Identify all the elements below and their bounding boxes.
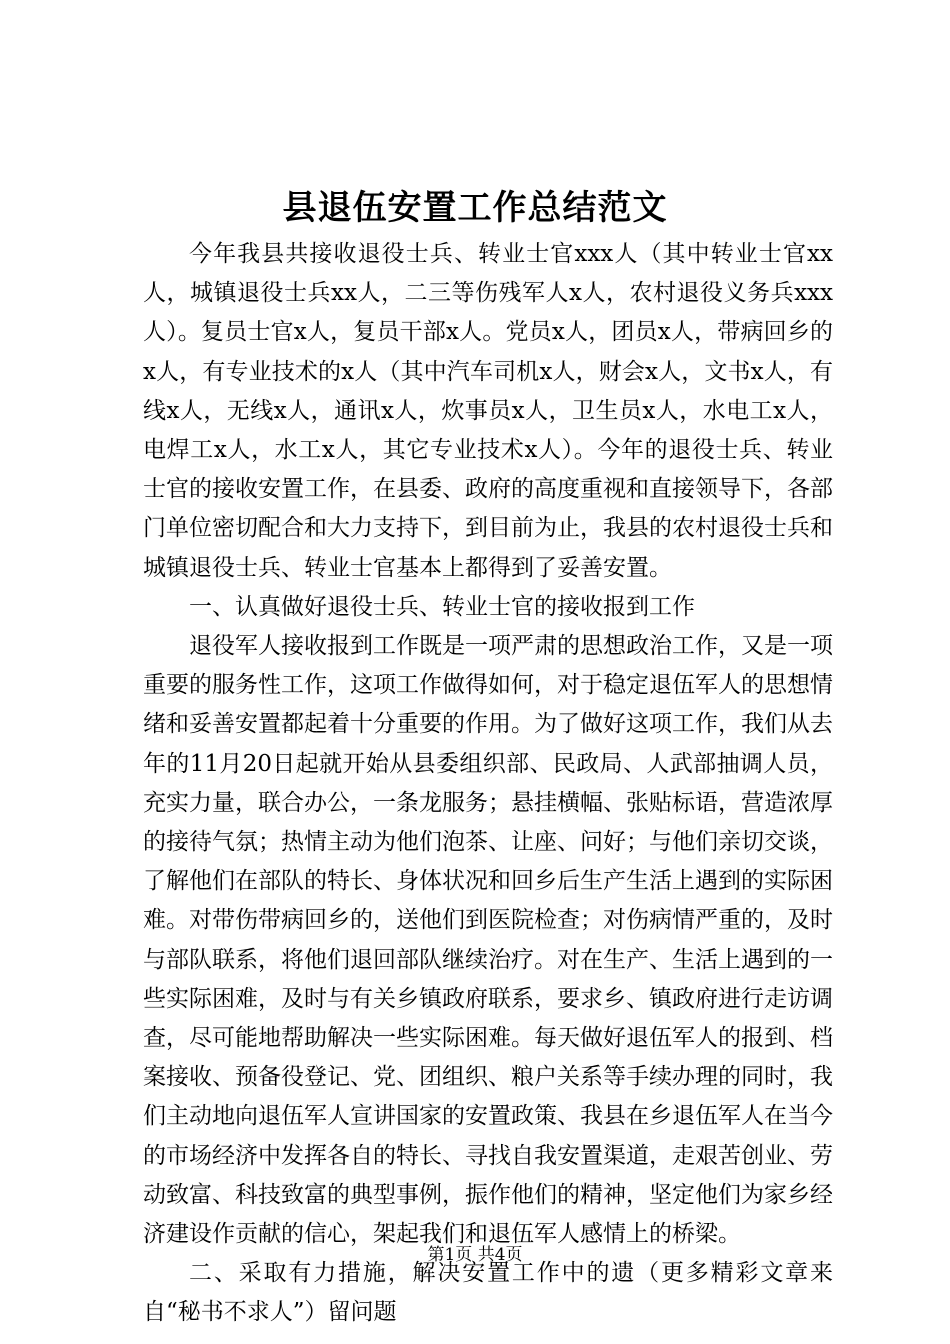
paragraph-section-1: 退役军人接收报到工作既是一项严肃的思想政治工作，又是一项重要的服务性工作，这项工作做得如何，对于稳定退伍军人的思想情绪和妥善安置都起着十分重要的作用。为了做好这项工作，我们从去年的11月20日起就开始从县委组织部、民政局、人武部抽调人员，充实力量，联合办公，一条龙服务；悬挂横幅、张贴标语，营造浓厚的接待气氛；热情主动为他们泡茶、让座、问好；与他们亲切交谈，了解他们在部队的特长、身体状况和回乡后生产生活上遇到的实际困难。对带伤带病回乡的，送他们到医院检查；对伤病情严重的，及时与部队联系，将他们退回部队继续治疗。对在生产、生活上遇到的一些实际困难，及时与有关乡镇政府联系，要求乡、镇政府进行走访调查，尽可能地帮助解决一些实际困难。每天做好退伍军人的报到、档案接收、预备役登记、党、团组织、粮户关系等手续办理的同时，我们主动地向退伍军人宣讲国家的安置政策、我县在乡退伍军人在当今的市场经济中发挥各自的特长、寻找自我安置渠道，走艰苦创业、劳动致富、科技致富的典型事例，振作他们的精神，坚定他们为家乡经济建设作贡献的信心，架起我们和退伍军人感情上的桥梁。 <box>143 633 833 1248</box>
paragraph-intro: 今年我县共接收退役士兵、转业士官xxx人（其中转业士官xx人，城镇退役士兵xx人，二三等伤残军人x人，农村退役义务兵xxx人）。复员士官x人，复员干部x人。党员x人，团员x人，带病回乡的x人，有专业技术的x人（其中汽车司机x人，财会x人，文书x人，有线x人，无线x人，通讯x人，炊事员x人，卫生员x人，水电工x人，电焊工x人，水工x人，其它专业技术x人）。今年的退役士兵、转业士官的接收安置工作，在县委、政府的高度重视和直接领导下，各部门单位密切配合和大力支持下，到目前为止，我县的农村退役士兵和城镇退役士兵、转业士官基本上都得到了妥善安置。 <box>143 241 833 581</box>
section-heading-2: 二、采取有力措施，解决安置工作中的遗（更多精彩文章来自“秘书不求人”）留问题 <box>143 1260 833 1326</box>
section-heading-1: 一、认真做好退役士兵、转业士官的接收报到工作 <box>189 593 695 620</box>
page-footer: 第1页 共4页 <box>427 1245 523 1265</box>
document-body <box>143 235 833 1333</box>
document-title: 县退伍安置工作总结范文 <box>282 188 668 228</box>
